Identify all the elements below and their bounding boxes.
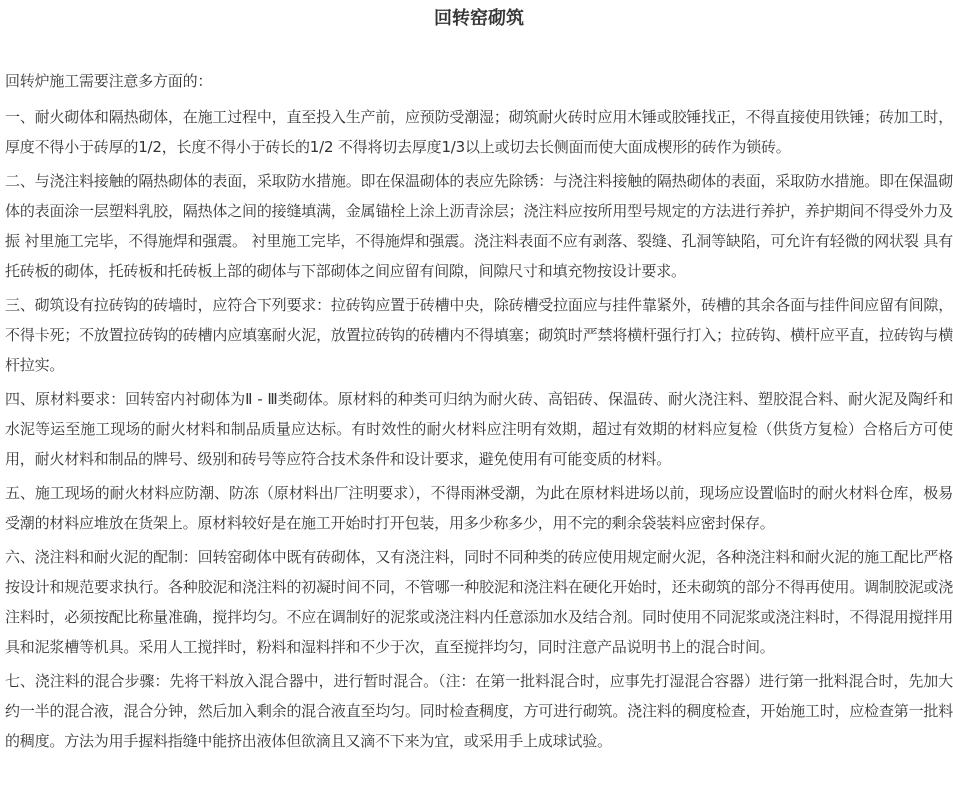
paragraph-7: 七、浇注料的混合步骤：先将干料放入混合器中，进行暂时混合。（注：在第一批料混合时，应事先打湿混合容器）进行第一批料混合时，先加大约一半的混合液，混合分钟，然后加入剩余的混合液直至均匀。同时检查稠度，方可进行砌筑。浇注料的稠度检查，开始施工时，应检查第一批料的稠度。方法为用手握料指缝中能挤出液体但欲滴且又滴不下来为宜，或采用手上成球试验。	[5, 672, 953, 750]
paragraph-1: 一、耐火砌体和隔热砌体，在施工过程中，直至投入生产前，应预防受潮湿；砌筑耐火砖时应用木锤或胶锤找正，不得直接使用铁锤；砖加工时，厚度不得小于砖厚的1/2，长度不得小于砖长的1/2 不得将切去厚度1/3以上或切去长侧面而使大面成楔形的砖作为锁砖。	[5, 108, 953, 156]
paragraph-3: 三、砌筑设有拉砖钩的砖墙时，应符合下列要求：拉砖钩应置于砖槽中央，除砖槽受拉面应与挂件靠紧外，砖槽的其余各面与挂件间应留有间隙，不得卡死；不放置拉砖钩的砖槽内应填塞耐火泥，放置拉砖钩的砖槽内不得填塞；砌筑时严禁将横杆强行打入；拉砖钩、横杆应平直，拉砖钩与横杆拉实。	[5, 296, 953, 374]
paragraph-2: 二、与浇注料接触的隔热砌体的表面，采取防水措施。即在保温砌体的表应先除锈：与浇注料接触的隔热砌体的表面，采取防水措施。即在保温砌体的表面涂一层塑料乳胶，隔热体之间的接缝填满，金属锚栓上涂上沥青涂层；浇注料应按所用型号规定的方法进行养护，养护期间不得受外力及振 衬里施工完毕，不得施焊和强震。 衬里施工完毕，不得施焊和强震。浇注料表面不应有剥落、裂缝、孔洞等缺陷，可允许有轻微的网状裂 具有托砖板的砌体，托砖板和托砖板上部的砌体与下部砌体之间应留有间隙，间隙尺寸和填充物按设计要求。	[5, 172, 953, 280]
paragraph-5: 五、施工现场的耐火材料应防潮、防冻（原材料出厂注明要求），不得雨淋受潮，为此在原材料进场以前，现场应设置临时的耐火材料仓库，极易受潮的材料应堆放在货架上。原材料较好是在施工开始时打开包装，用多少称多少，用不完的剩余袋装料应密封保存。	[5, 484, 953, 532]
paragraph-6: 六、浇注料和耐火泥的配制：回转窑砌体中既有砖砌体，又有浇注料，同时不同种类的砖应使用规定耐火泥，各种浇注料和耐火泥的施工配比严格按设计和规范要求执行。各种胶泥和浇注料的初凝时间不同，不管哪一种胶泥和浇注料在硬化开始时，还未砌筑的部分不得再使用。调制胶泥或浇注料时，必须按配比称量准确，搅拌均匀。不应在调制好的泥浆或浇注料内任意添加水及结合剂。同时使用不同泥浆或浇注料时，不得混用搅拌用具和泥浆槽等机具。采用人工搅拌时，粉料和湿料拌和不少于次，直至搅拌均匀，同时注意产品说明书上的混合时间。	[5, 548, 953, 656]
article-body	[5, 66, 953, 756]
intro-paragraph: 回转炉施工需要注意多方面的：	[5, 72, 213, 90]
page-title: 回转窑砌筑	[434, 8, 524, 29]
paragraph-4: 四、原材料要求：回转窑内衬砌体为Ⅱ - Ⅲ类砌体。原材料的种类可归纳为耐火砖、高铝砖、保温砖、耐火浇注料、塑胶混合料、耐火泥及陶纤和水泥等运至施工现场的耐火材料和制品质量应达标。有时效性的耐火材料应注明有效期，超过有效期的材料应复检（供货方复检）合格后方可使用，耐火材料和制品的牌号、级别和砖号等应符合技术条件和设计要求，避免使用有可能变质的材料。	[5, 390, 953, 468]
